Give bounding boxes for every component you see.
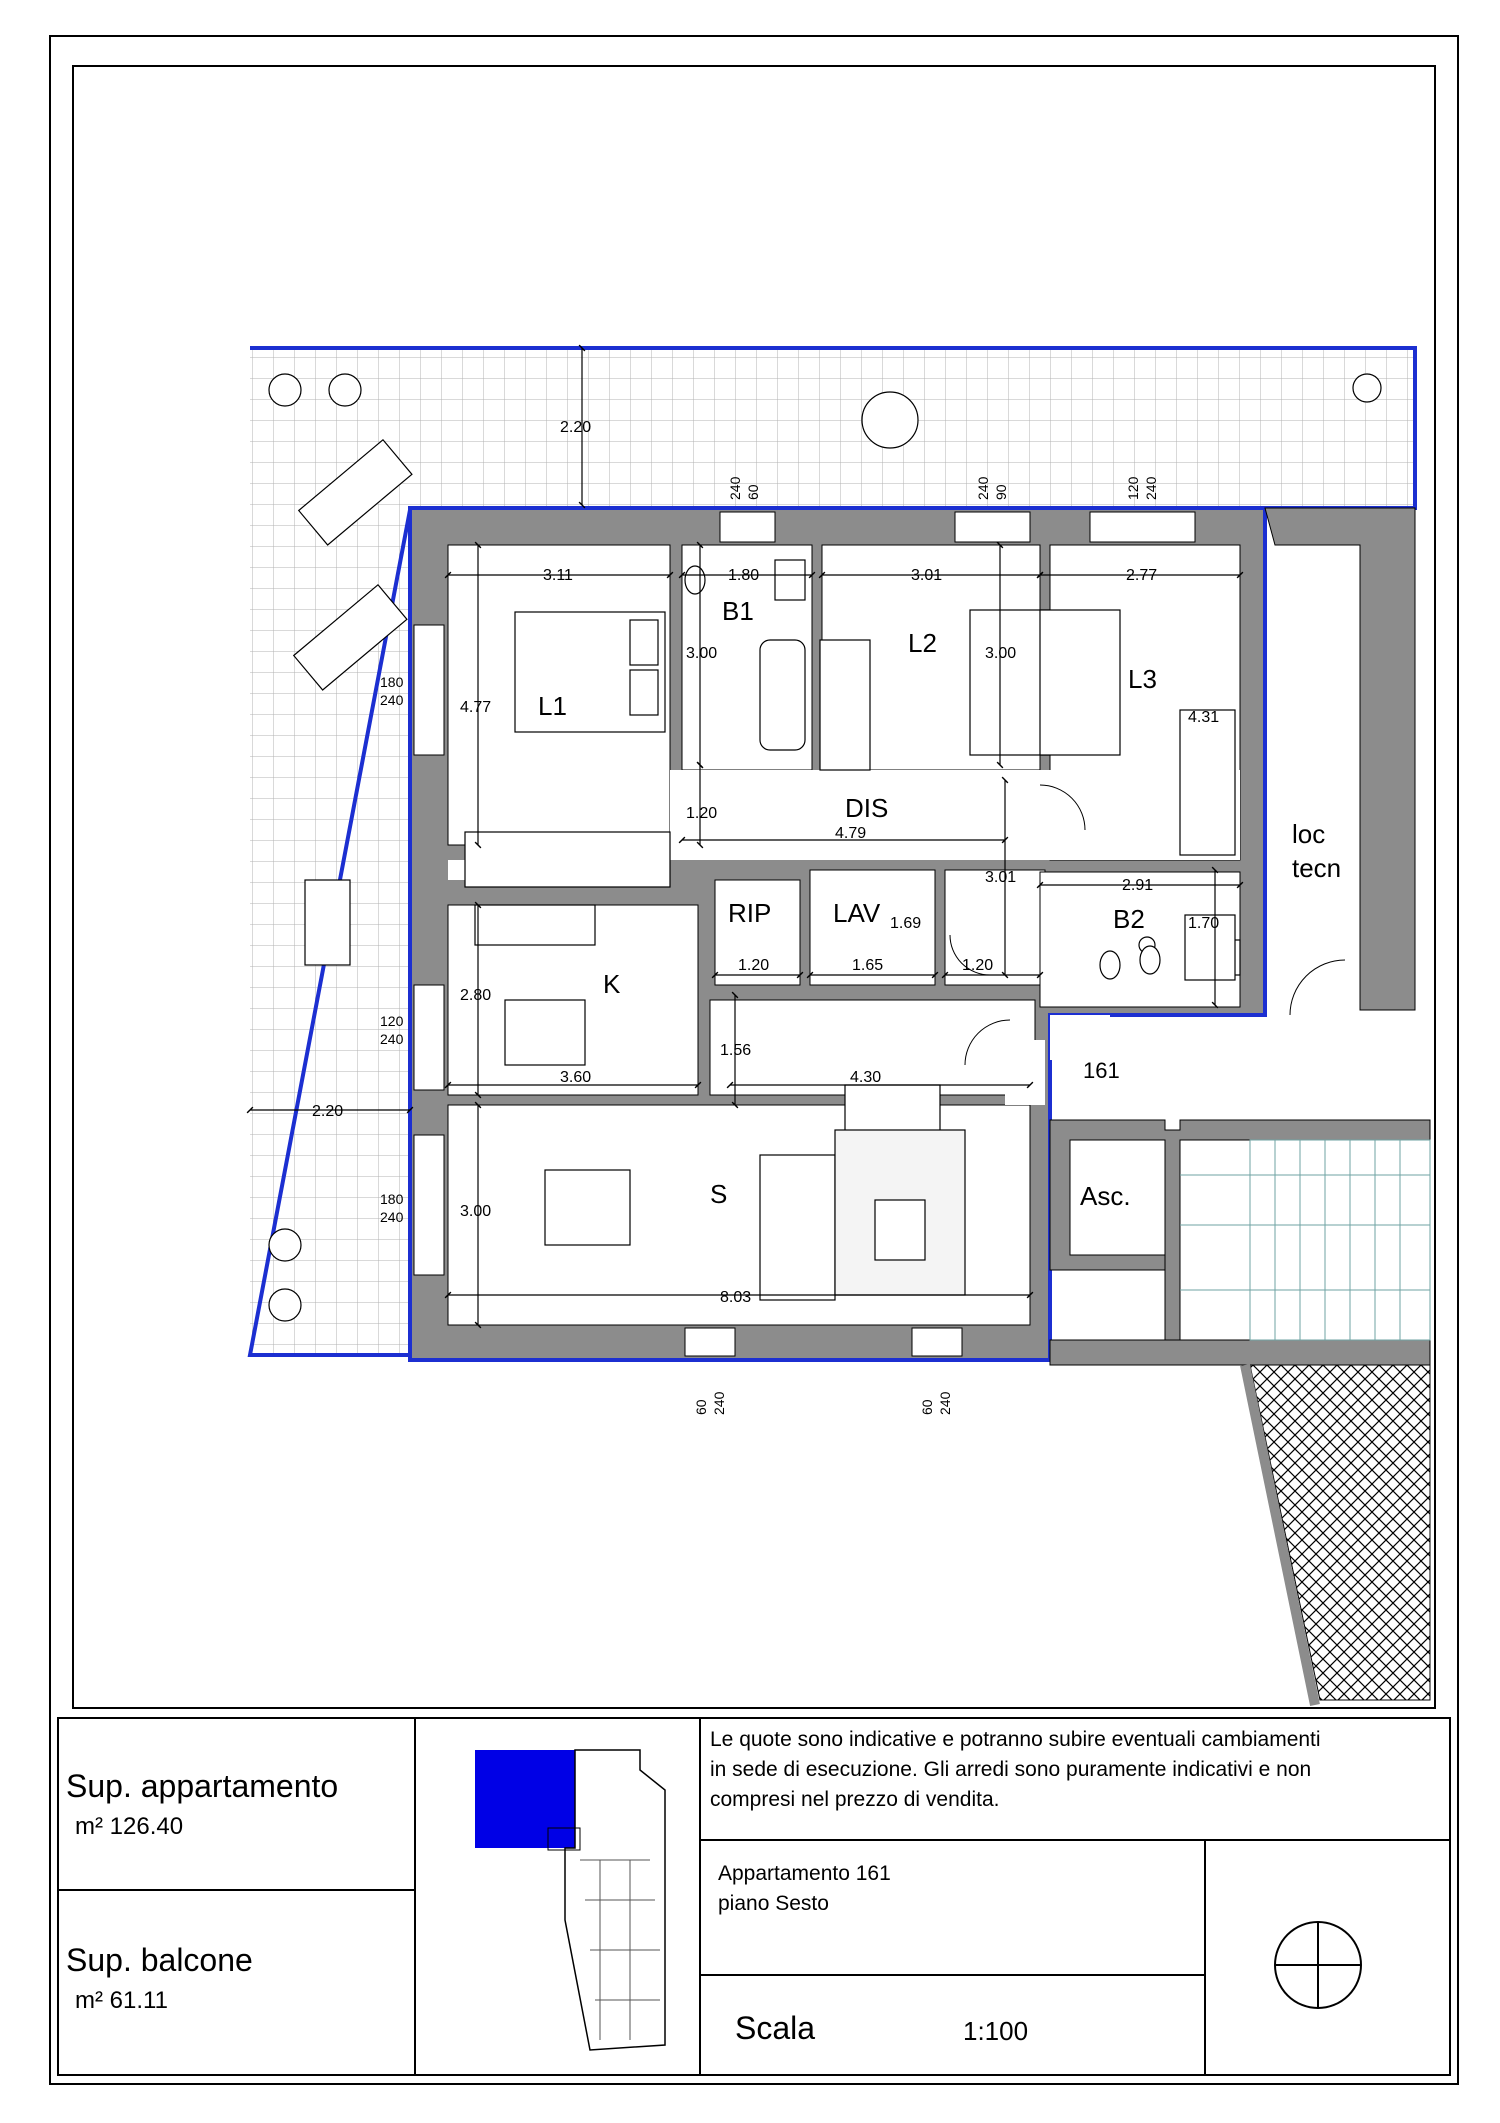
wardrobe <box>465 832 670 887</box>
room-label-s: S <box>710 1179 728 1209</box>
dim-b1-width: 1.80 <box>728 567 760 584</box>
room-label-elevator: Asc. <box>1080 1181 1131 1211</box>
round-table <box>862 392 918 448</box>
dim-b2-width: 2.91 <box>1122 877 1154 894</box>
bed-l3 <box>1040 610 1120 755</box>
room-label-lav: LAV <box>833 898 881 928</box>
window-label: 240 <box>380 1209 404 1225</box>
sofa <box>760 1155 835 1300</box>
dim-hall-width: 1.20 <box>962 957 994 974</box>
bed-l2 <box>970 610 1050 755</box>
window-label: 180 <box>380 674 404 690</box>
window-label: 240 <box>380 692 404 708</box>
scale-label: Scala <box>735 2010 816 2046</box>
dim-l1-width: 3.11 <box>543 567 573 584</box>
dim-s-width: 8.03 <box>720 1289 752 1306</box>
dim-l2-width: 3.01 <box>911 567 943 584</box>
room-label-b2: B2 <box>1113 904 1145 934</box>
window-label: 60 <box>693 1399 709 1415</box>
window-label: 240 <box>975 476 991 500</box>
toilet-icon <box>685 566 705 594</box>
floor-name: piano Sesto <box>718 1892 829 1915</box>
dim-b2-shower: 1.70 <box>1188 915 1220 932</box>
dim-l2-height: 3.00 <box>985 645 1017 662</box>
window-label: 180 <box>380 1191 404 1207</box>
window-label: 240 <box>1143 476 1159 500</box>
room-label-apartment: 161 <box>1083 1058 1120 1083</box>
dim-dis-gap: 1.20 <box>686 805 718 822</box>
dim-k-height: 2.80 <box>460 987 492 1004</box>
room-label-l2: L2 <box>908 628 937 658</box>
dim-l1-height: 4.77 <box>460 699 492 716</box>
room-label-l3: L3 <box>1128 664 1157 694</box>
terrace-table <box>305 880 350 965</box>
sup-balcone-label: Sup. balcone <box>66 1942 253 1978</box>
dining-table <box>545 1170 630 1245</box>
window-label: 240 <box>727 476 743 500</box>
disclaimer-line-1: Le quote sono indicative e potranno subire eventuali cambiamenti <box>710 1728 1321 1751</box>
key-plan <box>475 1750 665 2050</box>
window-label: 240 <box>937 1391 953 1415</box>
window-label: 60 <box>919 1399 935 1415</box>
coffee-table <box>875 1200 925 1260</box>
north-arrow-icon <box>1275 1922 1361 2008</box>
window-label: 240 <box>711 1391 727 1415</box>
bathtub <box>760 640 805 750</box>
room-label-loc: loc <box>1292 819 1326 849</box>
disclaimer-line-3: compresi nel prezzo di vendita. <box>710 1788 1000 1811</box>
dim-lav-height: 1.69 <box>890 915 922 932</box>
window-label: 60 <box>745 484 761 500</box>
dim-l3-bath: 4.31 <box>1188 709 1220 726</box>
window-label: 120 <box>380 1013 404 1029</box>
plant-icon <box>269 374 301 406</box>
window-label: 120 <box>1125 476 1141 500</box>
dim-s-top: 4.30 <box>850 1069 882 1086</box>
room-label-tecn: tecn <box>1292 853 1342 883</box>
room-label-l1: L1 <box>538 691 567 721</box>
disclaimer-line-2: in sede di esecuzione. Gli arredi sono puramente indicativi e non <box>710 1758 1312 1781</box>
dim-b2-left: 3.01 <box>985 869 1017 886</box>
dim-rip-width: 1.20 <box>738 957 770 974</box>
wardrobe-l2 <box>820 640 870 770</box>
dim-terrace-top: 2.20 <box>560 419 592 436</box>
sup-balcone-value: m² 61.11 <box>75 1987 168 2014</box>
sup-appartamento-label: Sup. appartamento <box>66 1768 339 1804</box>
dim-b1-height: 3.00 <box>686 645 718 662</box>
window-label: 90 <box>993 484 1009 500</box>
dim-lav-width: 1.65 <box>852 957 884 974</box>
room-label-rip: RIP <box>728 898 772 928</box>
dim-s-height: 3.00 <box>460 1203 492 1220</box>
sup-appartamento-value: m² 126.40 <box>75 1813 184 1840</box>
room-label-dis: DIS <box>845 793 889 823</box>
bathtub-l3 <box>1180 710 1235 855</box>
scale-value: 1:100 <box>963 2016 1029 2046</box>
dim-l3-width: 2.77 <box>1126 567 1158 584</box>
dim-terrace-left: 2.20 <box>312 1103 344 1120</box>
room-label-k: K <box>603 969 621 999</box>
apartment-number: Appartamento 161 <box>718 1862 891 1885</box>
dim-hall-height: 1.56 <box>720 1042 752 1059</box>
kitchen-table <box>505 1000 585 1065</box>
window-label: 240 <box>380 1031 404 1047</box>
kitchen-counter <box>475 905 595 945</box>
room-label-b1: B1 <box>722 596 754 626</box>
dim-dis-width: 4.79 <box>835 825 867 842</box>
dim-k-width: 3.60 <box>560 1069 592 1086</box>
